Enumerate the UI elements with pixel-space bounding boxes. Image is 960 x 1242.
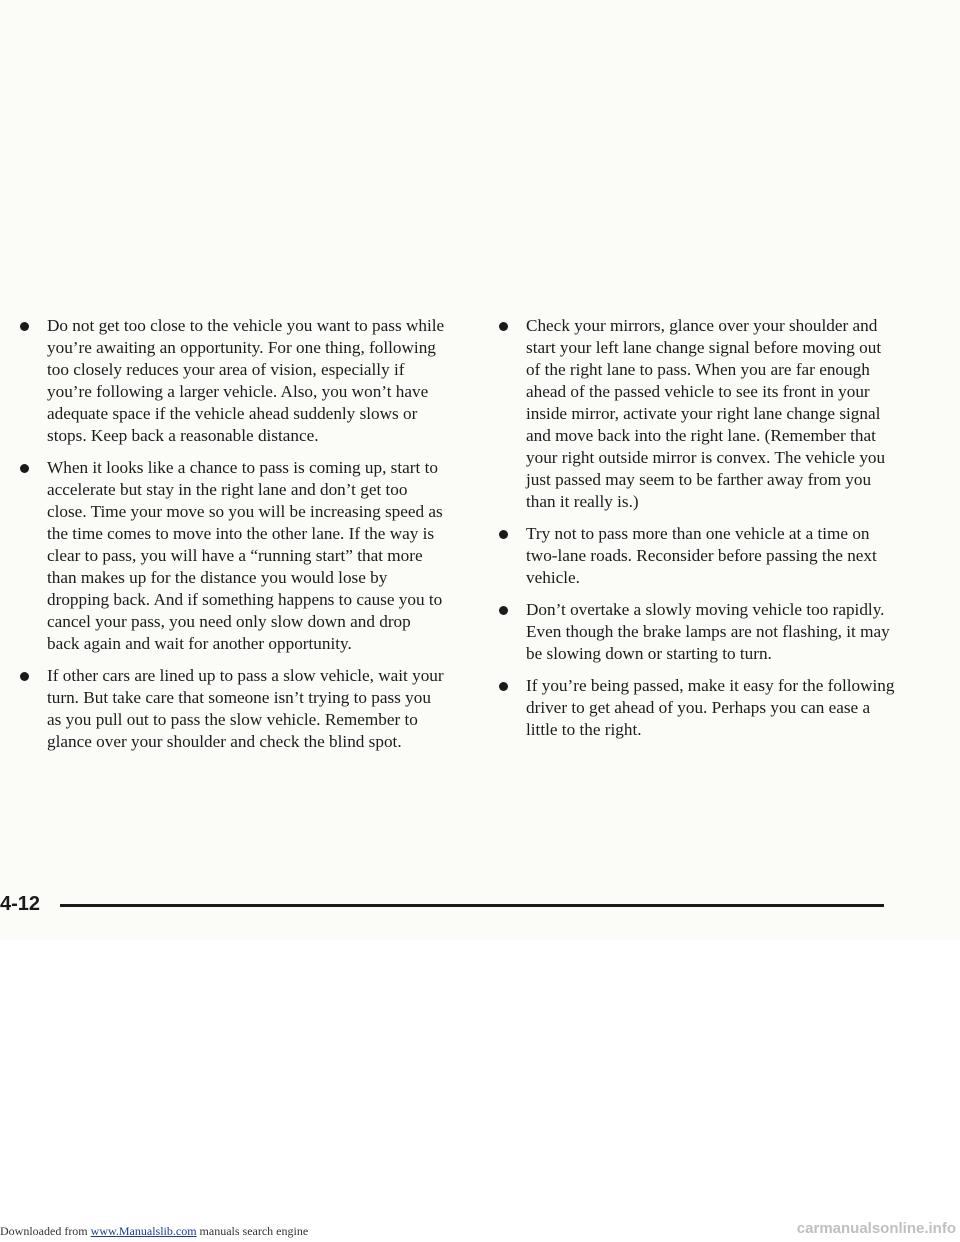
bullet-item — [499, 523, 899, 589]
bullet-dot-icon — [499, 682, 508, 691]
bullet-text: If you’re being passed, make it easy for the following driver to get ahead of you. Perhaps you can ease a little to the right. — [526, 676, 895, 739]
bullet-item — [499, 315, 899, 513]
manualslib-link[interactable]: www.Manualslib.com — [90, 1224, 197, 1238]
bullet-dot-icon — [20, 464, 29, 473]
bullet-item — [20, 457, 445, 655]
bullet-item — [499, 599, 899, 665]
bullet-item — [20, 665, 445, 753]
bullet-text: When it looks like a chance to pass is coming up, start to accelerate but stay in the right lane and don’t get too close. Time your move so you will be increasing speed as the time comes to move into the other lane. If the way is clear to pass, you will have a “running start” that more than makes up for the distance you would lose by dropping back. And if something happens to cause you to cancel your pass, you need only slow down and drop back again and wait for another opportunity. — [47, 458, 443, 653]
left-column — [20, 315, 445, 763]
banner-prefix: Downloaded from — [0, 1224, 91, 1238]
bullet-dot-icon — [20, 322, 29, 331]
bullet-text: Don’t overtake a slowly moving vehicle too rapidly. Even though the brake lamps are not flashing, it may be slowing down or starting to turn. — [526, 600, 890, 663]
watermark: carmanualsonline.info — [796, 1220, 956, 1237]
bullet-text: If other cars are lined up to pass a slow vehicle, wait your turn. But take care that someone isn’t trying to pass you as you pull out to pass the slow vehicle. Remember to glance over your shoulder and check the blind spot. — [47, 666, 444, 751]
banner-suffix: manuals search engine — [196, 1224, 309, 1238]
bullet-text: Check your mirrors, glance over your shoulder and start your left lane change signal before moving out of the right lane to pass. When you are far enough ahead of the passed vehicle to see its front in your inside mirror, activate your right lane change signal and move back into the right lane. (Remember that your right outside mirror is convex. The vehicle you just passed may seem to be farther away from you than it really is.) — [526, 316, 886, 511]
bullet-text: Do not get too close to the vehicle you want to pass while you’re awaiting an opportunity. For one thing, following too closely reduces your area of vision, especially if you’re following a larger vehicle. Also, you won’t have adequate space if the vehicle ahead suddenly slows or stops. Keep back a reasonable distance. — [47, 316, 445, 445]
bullet-item — [499, 675, 899, 741]
download-banner — [0, 1224, 308, 1239]
footer-rule — [60, 904, 884, 907]
bullet-dot-icon — [499, 606, 508, 615]
bullet-dot-icon — [20, 672, 29, 681]
bullet-dot-icon — [499, 322, 508, 331]
page-number: 4-12 — [0, 893, 41, 915]
bullet-dot-icon — [499, 530, 508, 539]
bullet-item — [20, 315, 445, 447]
right-column — [499, 315, 899, 751]
bullet-text: Try not to pass more than one vehicle at a time on two-lane roads. Reconsider before passing the next vehicle. — [526, 524, 877, 587]
